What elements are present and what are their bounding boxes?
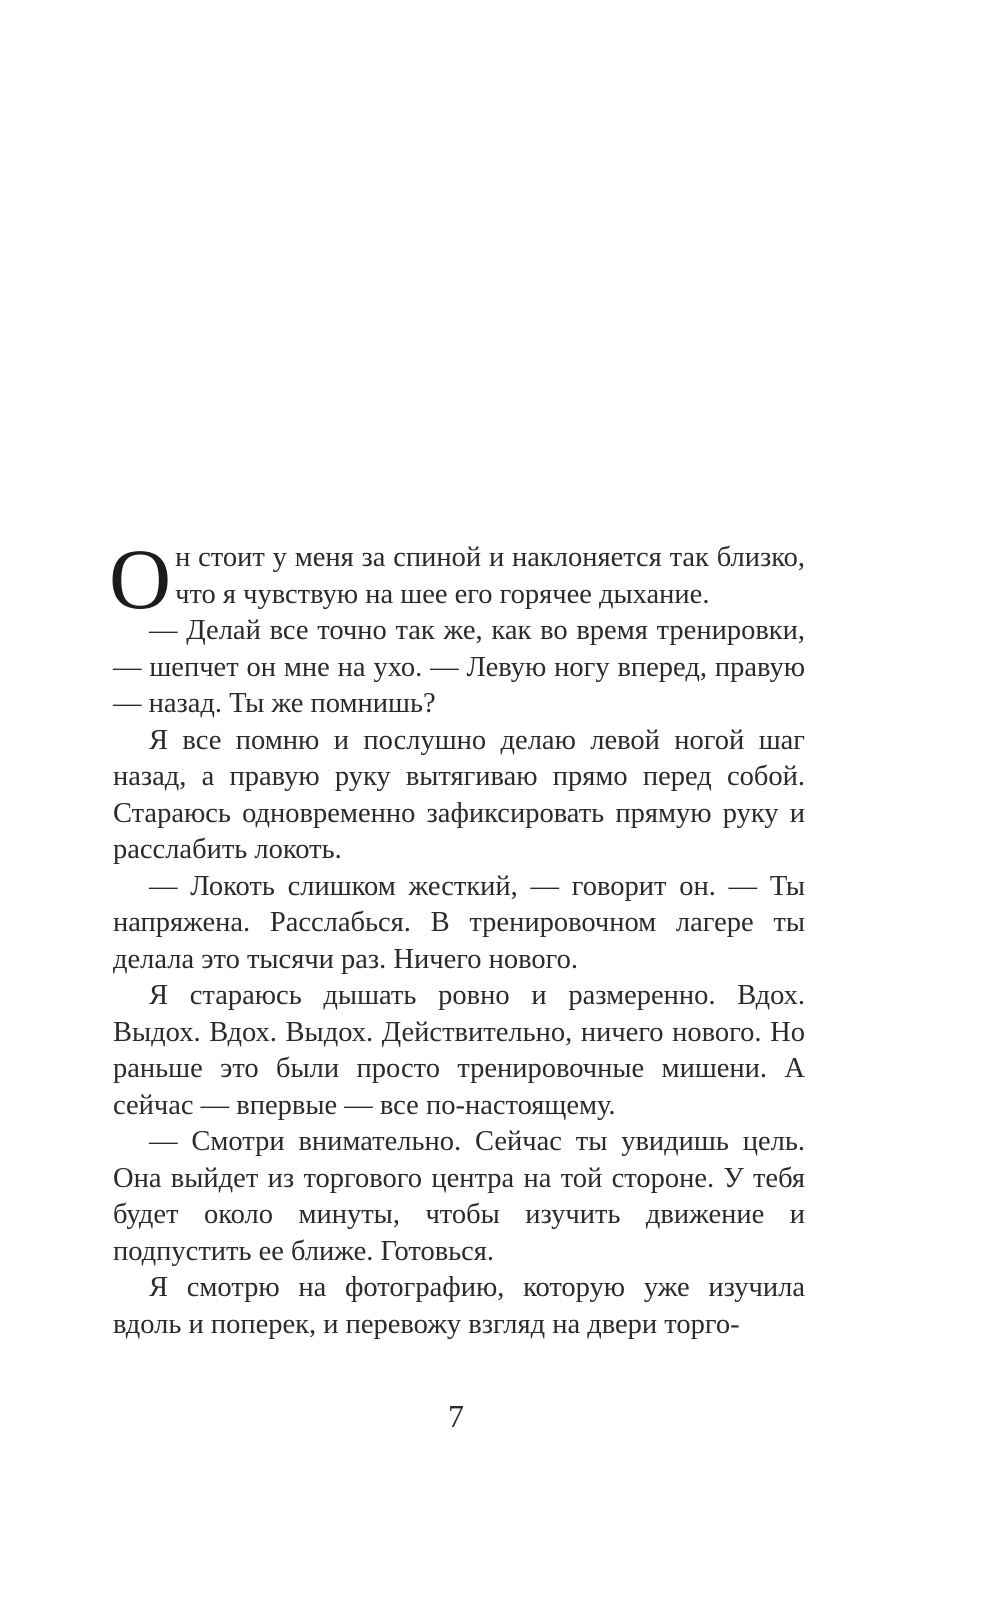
paragraph-1-text: н стоит у меня за спиной и наклоняется так близко, что я чувствую на шее его горячее дыхание. [175, 542, 805, 610]
paragraph-7: Я смотрю на фотографию, которую уже изучила вдоль и поперек, и перевожу взгляд на двери торго- [113, 1272, 805, 1340]
paragraph-2: — Делай все точно так же, как во время тренировки, — шепчет он мне на ухо. — Левую ногу вперед, правую — назад. Ты же помнишь? [113, 615, 805, 719]
body-text [109, 531, 805, 1343]
drop-cap: О [109, 531, 172, 627]
paragraph-4: — Локоть слишком жесткий, — говорит он. — Ты напряжена. Расслабься. В тренировочном лагере ты делала это тысячи раз. Ничего нового. [113, 870, 805, 975]
page-number-text: 7 [448, 1398, 464, 1434]
paragraph-1 [109, 531, 805, 627]
paragraph-3: Я все помню и послушно делаю левой ногой шаг назад, а правую руку вытягиваю прямо перед собой. Стараюсь одновременно зафиксировать прямую руку и расслабить локоть. [113, 724, 805, 865]
paragraph-6: — Смотри внимательно. Сейчас ты увидишь цель. Она выйдет из торгового центра на той стороне. У тебя будет около минуты, чтобы изучить движение и подпустить ее ближе. Готовься. [113, 1126, 805, 1267]
paragraph-5: Я стараюсь дышать ровно и размеренно. Вдох. Выдох. Вдох. Выдох. Действительно, ничего нового. Но раньше это были просто тренировочные мишени. А сейчас — впервые — все по-настоящему. [113, 980, 805, 1121]
page-number [0, 1398, 1000, 1435]
